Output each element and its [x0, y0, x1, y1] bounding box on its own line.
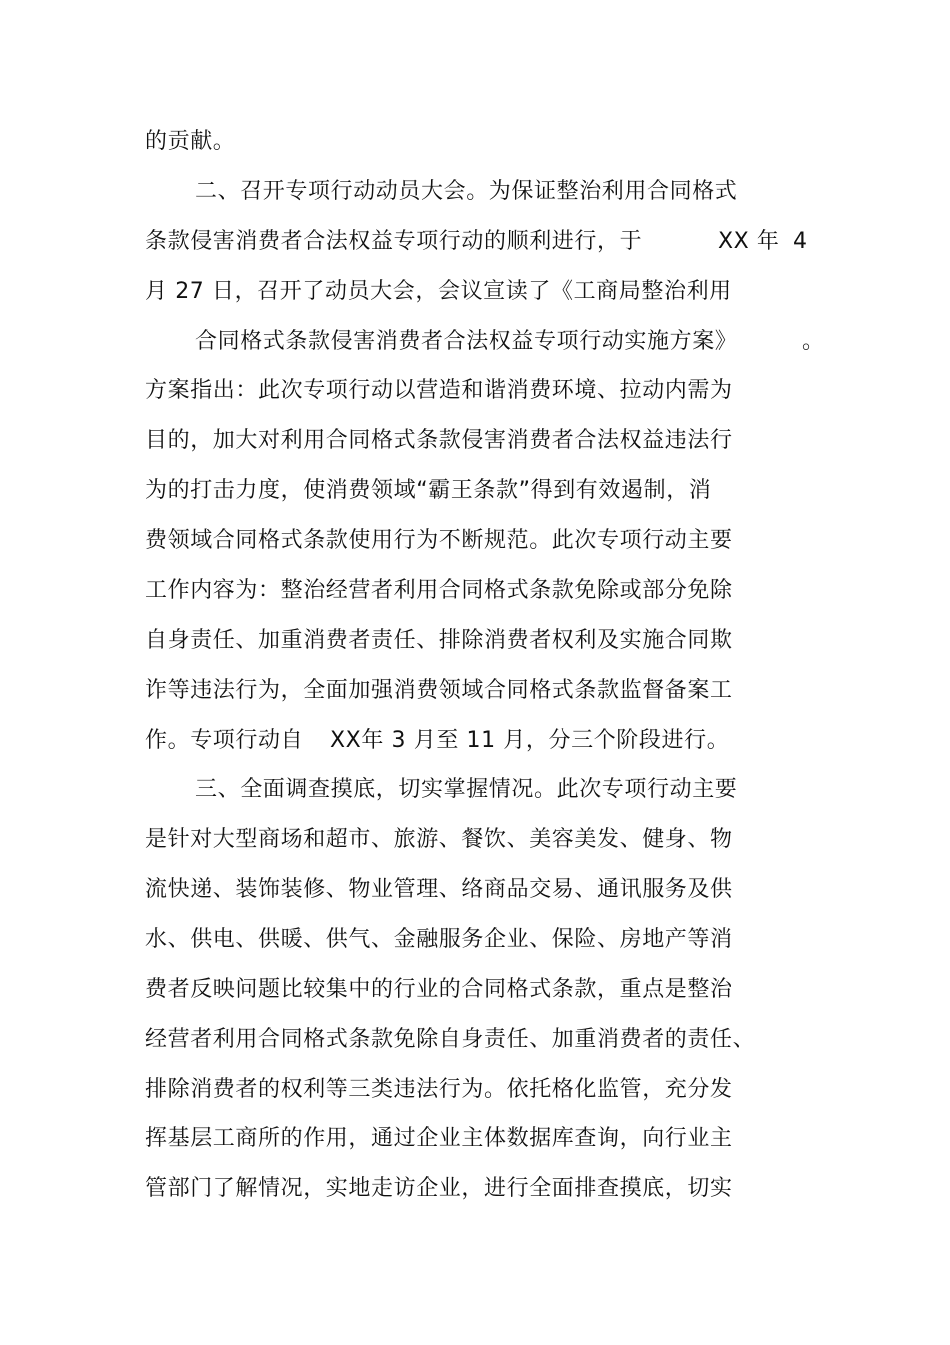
text-segment: 挥基层工商所的作用，通过企业主体数据库查询，向行业主: [145, 1126, 733, 1151]
text-segment: 合同格式条款侵害消费者合法权益专项行动实施方案》: [195, 329, 738, 354]
text-segment: 作。专项行动自: [145, 728, 304, 753]
text-segment: 4: [793, 229, 808, 254]
text-segment: 。: [802, 329, 825, 354]
text-segment: 方案指出：此次专项行动以营造和谐消费环境、拉动内需为: [145, 378, 733, 403]
text-segment: 三、全面调查摸底，切实掌握情况。此次专项行动主要: [195, 777, 738, 802]
text-segment: 是针对大型商场和超市、旅游、餐饮、美容美发、健身、物: [145, 827, 733, 852]
text-segment: 费领域合同格式条款使用行为不断规范。此次专项行动主要: [145, 528, 733, 553]
text-segment: 二、召开专项行动动员大会。为保证整治利用合同格式: [195, 179, 738, 204]
text-segment: 工作内容为：整治经营者利用合同格式条款免除或部分免除: [145, 578, 733, 603]
text-segment: 条款侵害消费者合法权益专项行动的顺利进行，于: [145, 229, 643, 254]
text-segment: XX年 3 月至 11 月，分三个阶段进行。: [330, 728, 730, 753]
text-segment: 目的，加大对利用合同格式条款侵害消费者合法权益违法行: [145, 428, 733, 453]
text-segment: 流快递、装饰装修、物业管理、络商品交易、通讯服务及供: [145, 877, 733, 902]
text-segment: 管部门了解情况，实地走访企业，进行全面排查摸底，切实: [145, 1176, 733, 1201]
text-segment: 自身责任、加重消费者责任、排除消费者权利及实施合同欺: [145, 628, 733, 653]
text-segment: 经营者利用合同格式条款免除自身责任、加重消费者的责任、: [145, 1027, 756, 1052]
text-segment: 费者反映问题比较集中的行业的合同格式条款，重点是整治: [145, 977, 733, 1002]
text-segment: 排除消费者的权利等三类违法行为。依托格化监管，充分发: [145, 1077, 733, 1102]
text-segment: 为的打击力度，使消费领域“霸王条款”得到有效遏制，消: [145, 478, 712, 503]
text-segment: XX 年: [718, 229, 780, 254]
text-segment: 的贡献。: [145, 129, 236, 154]
text-segment: 月 27 日，召开了动员大会，会议宣读了《工商局整治利用: [145, 279, 732, 304]
text-segment: 诈等违法行为，全面加强消费领域合同格式条款监督备案工: [145, 678, 733, 703]
text-segment: 水、供电、供暖、供气、金融服务企业、保险、房地产等消: [145, 927, 733, 952]
